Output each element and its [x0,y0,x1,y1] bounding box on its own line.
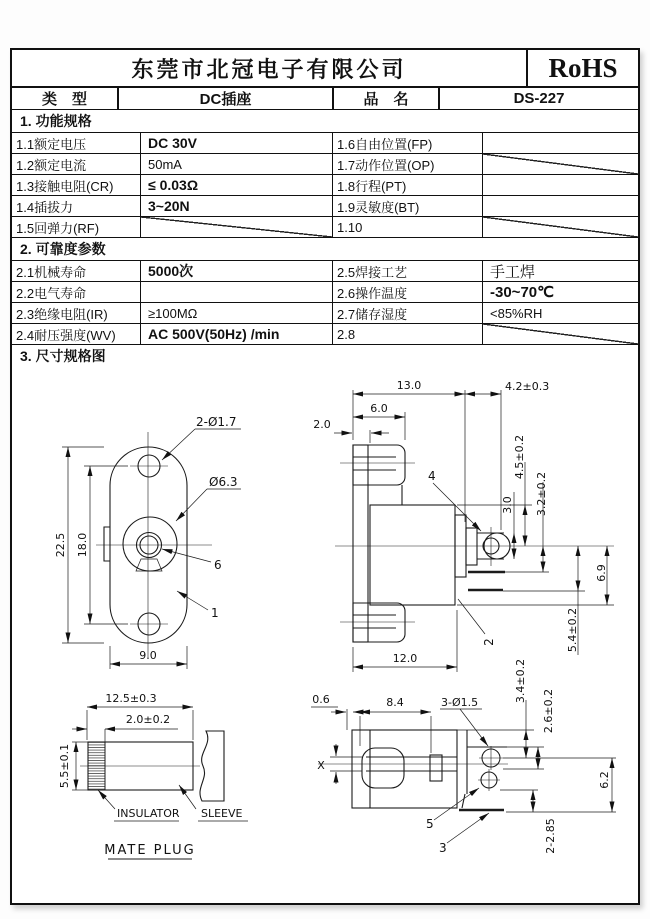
mate-plug-drawing [58,692,248,859]
spec-label: 1.7动作位置(OP) [332,154,482,174]
sleeve-label: SLEEVE [201,807,243,820]
side-view-drawing [313,379,614,672]
dim-12-5: 12.5±0.3 [105,692,157,705]
dim-2-6: 2.6±0.2 [542,688,555,734]
dim-3-4: 3.4±0.2 [514,658,527,704]
dim-5-5: 5.5±0.1 [58,743,71,789]
section2-title: 2. 可靠度参数 [12,238,638,261]
mate-plug-title: MATE PLUG [104,843,196,858]
spec-value: 手工焊 [482,261,638,281]
rohs-mark: RoHS [526,50,638,86]
part-label-5: 5 [426,817,434,831]
dim-x: X [317,759,325,772]
spec-value [482,133,638,153]
part-label-3: 3 [439,841,447,855]
insulator-label: INSULATOR [117,807,180,820]
spec-value: -30~70℃ [482,282,638,302]
spec-label: 2.1机械寿命 [16,264,87,280]
part-label-4: 4 [428,469,436,483]
spec-value: 5000次 [140,261,332,281]
name-value: DS-227 [438,88,638,109]
spec-label: 1.5回弹力(RF) [16,220,100,236]
table-row [12,261,638,282]
spec-label: 2.7储存湿度 [332,303,482,323]
spec-value-na [482,154,638,174]
spec-label: 2.8 [332,324,482,344]
dim-4-5: 4.5±0.2 [513,434,526,480]
spec-value [482,175,638,195]
type-value: DC插座 [117,88,332,109]
callout-center-dia: Ø6.3 [209,475,238,489]
callout-pin-holes: 3-Ø1.5 [441,696,479,709]
dim-4-2: 4.2±0.3 [505,380,550,393]
spec-label: 1.8行程(PT) [332,175,482,195]
spec-value: ≤ 0.03Ω [140,175,332,195]
dim-3-2: 3.2±0.2 [535,471,548,517]
dim-2-0-tip: 2.0±0.2 [125,713,171,726]
dim-5-4: 5.4±0.2 [566,607,579,653]
table-row [12,324,638,345]
spec-value: 3~20N [140,196,332,216]
spec-value-na [482,324,638,344]
table-row [12,154,638,175]
spec-value: AC 500V(50Hz) /min [140,324,332,344]
spec-label: 1.2额定电流 [16,157,87,173]
spec-value [482,196,638,216]
dim-9-0: 9.0 [139,649,157,662]
dim-12-0: 12.0 [392,652,418,665]
spec-value: <85%RH [482,303,638,323]
table-row [12,175,638,196]
dim-2-0: 2.0 [313,418,331,431]
dim-6-2: 6.2 [598,771,611,789]
front-view-drawing [54,415,241,669]
part-label-6: 6 [214,558,222,572]
table-row [12,196,638,217]
spec-value: ≥100MΩ [140,303,332,323]
part-label-2: 2 [482,638,496,646]
spec-label: 1.10 [332,217,482,237]
dim-6-0: 6.0 [370,402,388,415]
part-label-1: 1 [211,606,219,620]
type-label: 类 型 [41,91,87,108]
spec-value-na [140,217,332,237]
spec-label: 2.5焊接工艺 [332,261,482,281]
spec-label: 2.2电气寿命 [16,285,87,301]
company-title: 东莞市北冠电子有限公司 [131,56,407,82]
dim-22-5: 22.5 [54,532,67,558]
dim-8-4: 8.4 [386,696,404,709]
dimension-drawings [10,365,638,903]
section3-title: 3. 尺寸规格图 [20,348,106,364]
name-label: 品 名 [332,88,438,109]
spec-label: 1.3接触电阻(CR) [16,178,114,194]
dim-3-0: 3.0 [501,496,514,514]
spec-value: 50mA [140,154,332,174]
dim-0-6: 0.6 [312,693,330,706]
dim-6-9: 6.9 [595,564,608,582]
spec-label: 1.4插拔力 [16,199,74,215]
spec-value-na [482,217,638,237]
product-row [12,88,638,110]
dim-2-85: 2-2.85 [544,818,557,854]
spec-value: DC 30V [140,133,332,153]
bottom-view-drawing [311,659,616,855]
table-row [12,282,638,303]
title-row [12,50,638,88]
table-row [12,217,638,238]
table-row [12,303,638,324]
callout-mount-holes: 2-Ø1.7 [196,415,237,429]
table-row [12,133,638,154]
spec-value [140,282,332,302]
section1-title: 1. 功能规格 [12,110,638,133]
spec-label: 2.4耐压强度(WV) [16,327,116,343]
spec-label: 2.6操作温度 [332,282,482,302]
spec-label: 1.1额定电压 [16,136,87,152]
dim-18-0: 18.0 [76,532,89,558]
spec-label: 1.9灵敏度(BT) [332,196,482,216]
spec-label: 2.3绝缘电阻(IR) [16,306,108,322]
spec-label: 1.6自由位置(FP) [332,133,482,153]
dim-13-0: 13.0 [396,379,422,392]
